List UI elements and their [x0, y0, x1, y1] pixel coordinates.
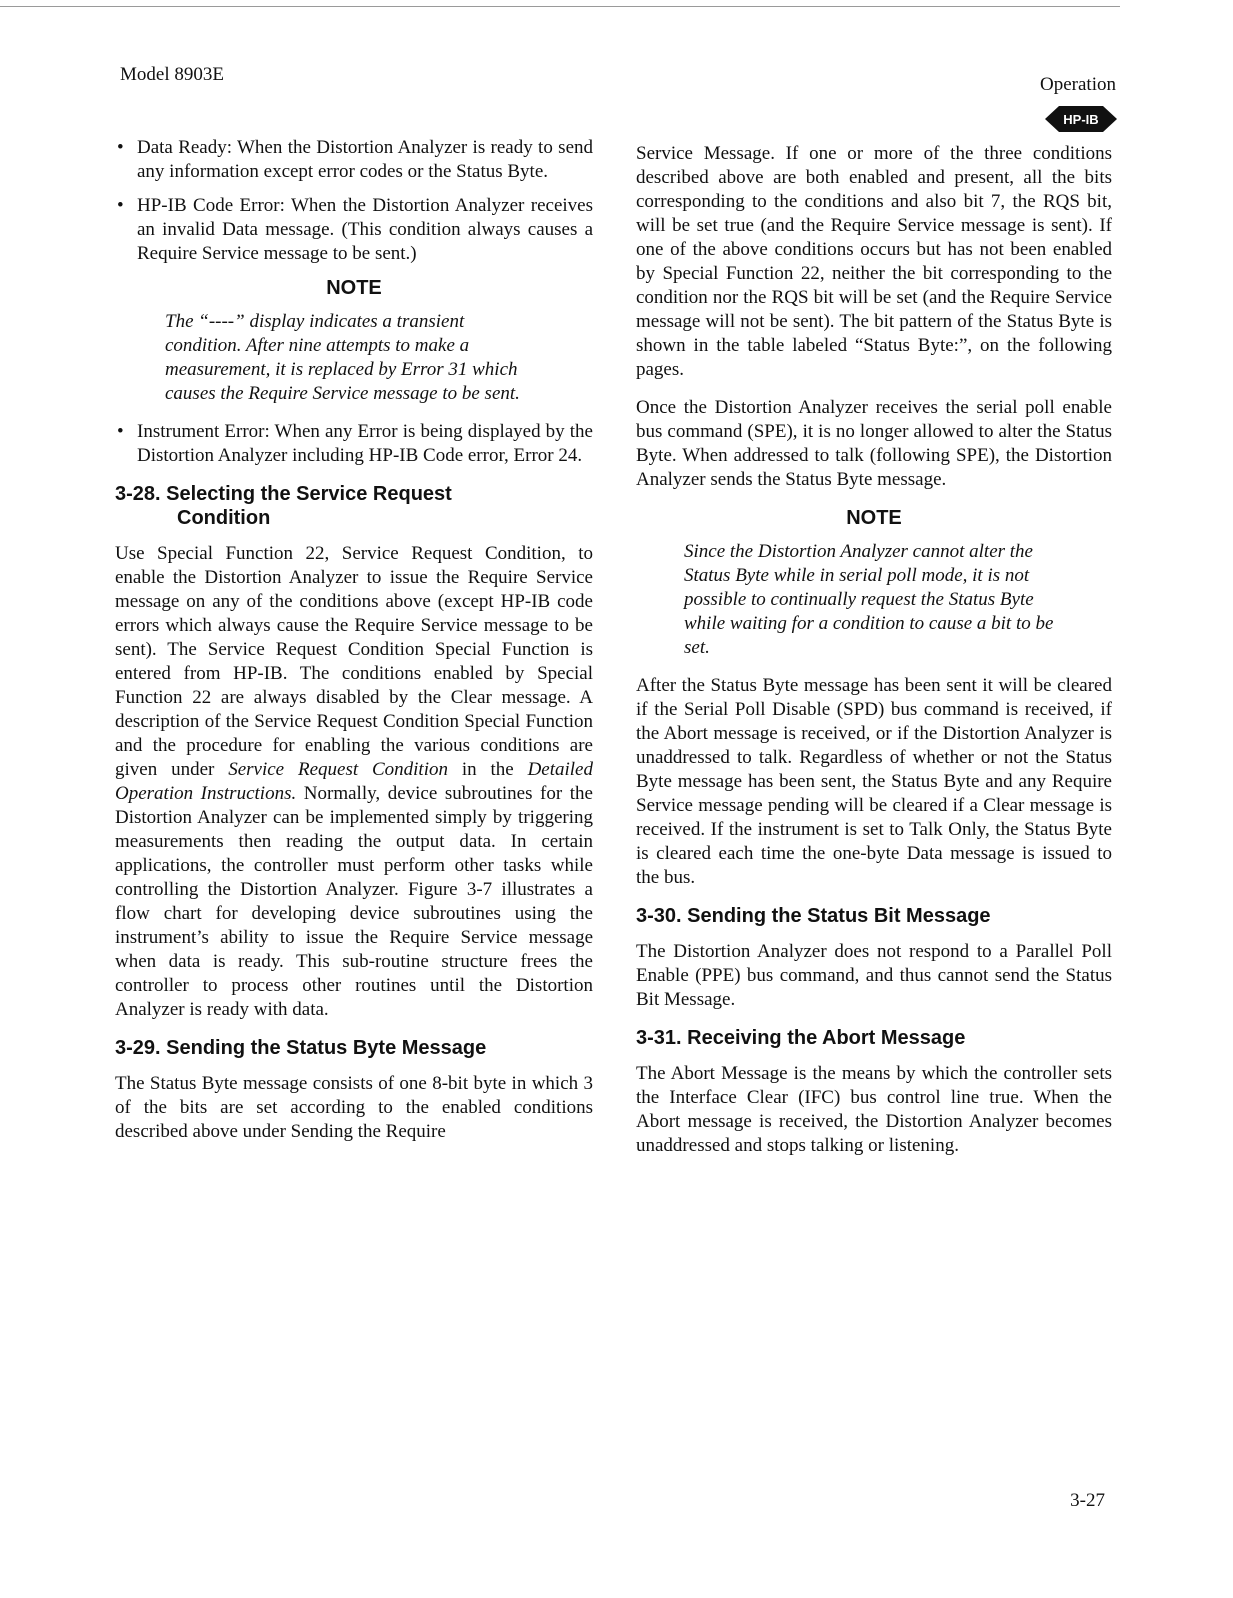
- section-title-line2: Condition: [177, 507, 271, 529]
- list-item: [115, 194, 593, 266]
- paragraph: After the Status Byte message has been sent it will be cleared if the Serial Poll Disable (SPD) bus command is received, if the Abort message is received, or if the Distortion Analyzer is unaddressed to talk. Regardless of whether or not the Status Byte message has been sent, the Status Byte and any Require Service message pending will be cleared if a Clear message is received. If the instrument is set to Talk Only, the Status Byte is cleared each time the one-byte Data message is issued to the bus.: [636, 675, 1112, 888]
- bullet-text: Data Ready: When the Distortion Analyzer is ready to send any information except error codes or the Status Byte.: [137, 137, 593, 182]
- section-body-3-28: [115, 542, 593, 1022]
- bullet-text: HP-IB Code Error: When the Distortion Analyzer receives an invalid Data message. (This condition always causes a Require Service message to be sent.): [137, 195, 593, 264]
- note-text: Since the Distortion Analyzer cannot alter the Status Byte while in serial poll mode, it is not possible to continually request the Status Byte while waiting for a condition to cause a bit to be set.: [684, 541, 1054, 658]
- note-title: NOTE: [326, 277, 382, 299]
- body-italic: Detailed Operation Instructions.: [115, 759, 593, 804]
- body-text: Normally, device subroutines for the Distortion Analyzer can be implemented simply by triggering measurements then reading the output data. In certain applications, the controller must perform other tasks while controlling the Distortion Analyzer. Figure 3-7 illustrates a flow chart for developing device subroutines using the instrument’s ability to issue the Require Service message when data is ready. This sub-routine structure frees the controller to process other routines until the Distortion Analyzer is ready with data.: [115, 783, 593, 1020]
- section-body-3-31: The Abort Message is the means by which the controller sets the Interface Clear (IFC) bus control line true. When the Abort message is received, the Distortion Analyzer becomes unaddressed and stops talking or listening.: [636, 1063, 1112, 1156]
- bullet-icon: •: [117, 195, 124, 216]
- hp-ib-badge-label: HP-IB: [1063, 112, 1099, 127]
- section-number: 3-28.: [115, 483, 161, 505]
- section-heading-3-31: [636, 1026, 1112, 1050]
- section-body-3-30: The Distortion Analyzer does not respond to a Parallel Poll Enable (PPE) bus command, and thus cannot send the Status Bit Message.: [636, 941, 1112, 1010]
- section-title: Sending the Status Bit Message: [687, 905, 991, 927]
- paragraph: Once the Distortion Analyzer receives the serial poll enable bus command (SPE), it is no longer allowed to alter the Status Byte. When addressed to talk (following SPE), the Distortion Analyzer sends the Status Byte message.: [636, 397, 1112, 490]
- bullet-text: Instrument Error: When any Error is being displayed by the Distortion Analyzer including HP-IB Code error, Error 24.: [137, 421, 593, 466]
- section-title: Receiving the Abort Message: [687, 1027, 966, 1049]
- model-header: Model 8903E: [120, 64, 224, 85]
- section-title: Sending the Status Byte Message: [166, 1037, 487, 1059]
- section-number: 3-30.: [636, 905, 682, 927]
- note-title: NOTE: [846, 507, 902, 529]
- section-title: Selecting the Service Request: [166, 483, 452, 505]
- paragraph: Service Message. If one or more of the three conditions described above are both enabled and present, all the bits corresponding to the conditions and also bit 7, the RQS bit, will be set true (and the Require Service message is sent). If one of the above conditions occurs but has not been enabled by Special Function 22, neither the bit corresponding to the condition nor the RQS bit will be set (and the Require Service message will not be sent). The bit pattern of the Status Byte is shown in the table labeled “Status Byte:”, on the following pages.: [636, 143, 1112, 380]
- section-heading-3-28: [115, 482, 593, 530]
- section-heading-3-30: [636, 904, 1112, 928]
- top-rule: [0, 6, 1120, 7]
- body-text: in the: [447, 759, 528, 780]
- bullet-icon: •: [117, 421, 124, 442]
- section-body-3-29: The Status Byte message consists of one 8-bit byte in which 3 of the bits are set according to the enabled conditions described above under Sending the Require: [115, 1073, 593, 1142]
- list-item: [115, 420, 593, 468]
- list-item: [115, 136, 593, 184]
- body-italic: Service Request Condition: [228, 759, 448, 780]
- hp-ib-badge-icon: [1045, 104, 1117, 134]
- section-heading-3-29: [115, 1036, 593, 1060]
- page-number: 3-27: [1070, 1490, 1105, 1511]
- section-number: 3-29.: [115, 1037, 161, 1059]
- section-number: 3-31.: [636, 1027, 682, 1049]
- body-text: Use Special Function 22, Service Request Condition, to enable the Distortion Analyzer to issue the Require Service message on any of the conditions above (except HP-IB code errors which always cause the Require Service message to be sent). The Service Request Condition Special Function is entered from HP-IB. The conditions enabled by Special Function 22 are always disabled by the Clear message. A description of the Service Request Condition Special Function and the procedure for enabling the various conditions are given under: [115, 543, 593, 780]
- note-text: The “----” display indicates a transient condition. After nine attempts to make a measurement, it is replaced by Error 31 which causes the Require Service message to be sent.: [165, 311, 520, 404]
- section-header: Operation: [1040, 74, 1116, 95]
- right-column: [636, 142, 1112, 1172]
- bullet-icon: •: [117, 137, 124, 158]
- left-column: [115, 136, 593, 1158]
